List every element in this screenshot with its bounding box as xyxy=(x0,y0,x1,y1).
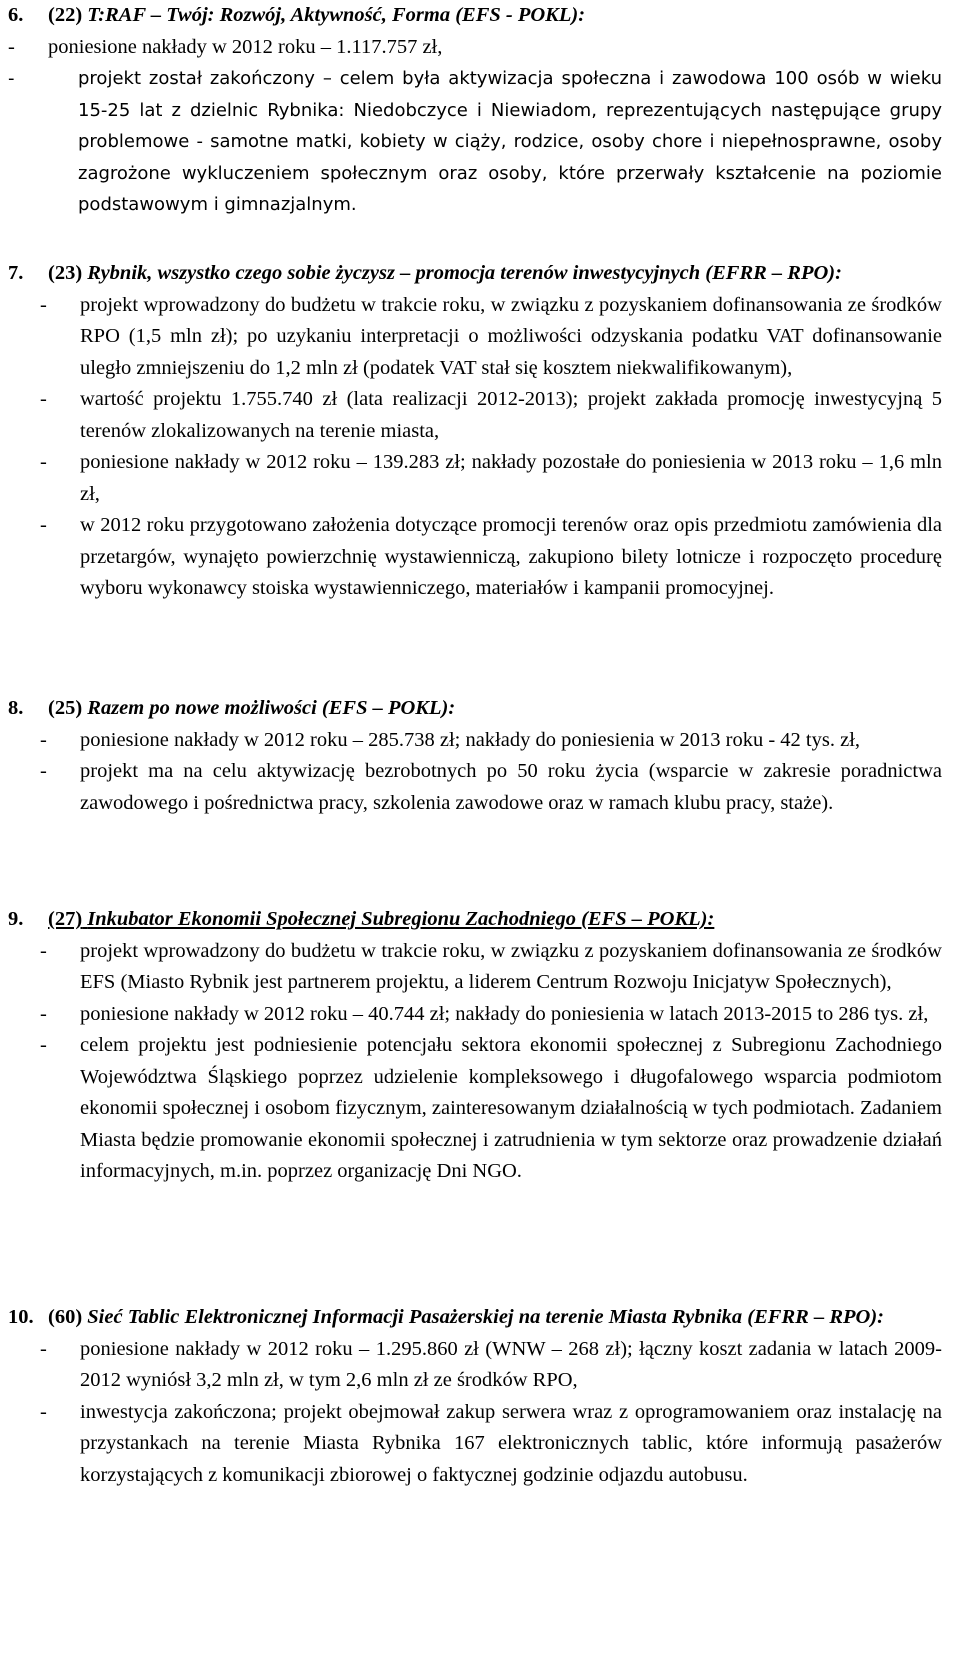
dash-marker: - xyxy=(40,1337,47,1360)
section-heading xyxy=(0,904,960,936)
list-item xyxy=(0,1334,960,1397)
section-heading xyxy=(0,1302,960,1334)
section-number: 10. xyxy=(8,1306,34,1328)
section-heading xyxy=(0,258,960,290)
section-seq: (27) xyxy=(48,908,83,930)
list-item xyxy=(0,63,960,221)
dash-marker: - xyxy=(40,939,47,962)
list-item xyxy=(0,725,960,757)
section-title: T:RAF – Twój: Rozwój, Aktywność, Forma (EFS - POKL): xyxy=(87,4,586,26)
section-seq: (60) xyxy=(48,1306,83,1328)
dash-marker: - xyxy=(40,293,47,316)
list-item xyxy=(0,1397,960,1492)
section-6 xyxy=(0,0,960,221)
section-8 xyxy=(0,693,960,819)
item-text: projekt ma na celu aktywizację bezrobotnych po 50 roku życia (wsparcie w zakresie poradnictwa zawodowego i pośrednictwa pracy, szkolenia zawodowe oraz w ramach klubu pracy, staże). xyxy=(80,760,942,814)
list-item xyxy=(0,384,960,447)
section-heading xyxy=(0,693,960,725)
section-heading xyxy=(0,0,960,32)
section-9 xyxy=(0,904,960,1188)
list-item xyxy=(0,290,960,385)
item-text: projekt został zakończony – celem była aktywizacja społeczna i zawodowa 100 osób w wieku 15-25 lat z dzielnic Rybnika: Niedobczyce i Niewiadom, reprezentujących następujące grupy problemowe - samotne matki, kobiety w ciąży, rodzice, osoby chore i niepełnosprawne, osoby zagrożone wykluczeniem społecznym oraz osoby, które przerwały kształcenie na poziomie podstawowym i gimnazjalnym. xyxy=(78,68,942,215)
list-item xyxy=(0,510,960,605)
item-text: projekt wprowadzony do budżetu w trakcie roku, w związku z pozyskaniem dofinansowania ze środków EFS (Miasto Rybnik jest partnerem projektu, a liderem Centrum Rozwoju Inicjatyw Społecznych), xyxy=(80,939,942,993)
list-item xyxy=(0,1030,960,1188)
list-item xyxy=(0,447,960,510)
dash-marker: - xyxy=(40,1002,47,1025)
section-seq: (23) xyxy=(48,262,83,284)
dash-marker: - xyxy=(40,728,47,751)
item-text: poniesione nakłady w 2012 roku – 40.744 zł; nakłady do poniesienia w latach 2013-2015 to 286 tys. zł, xyxy=(80,1002,929,1025)
item-text: wartość projektu 1.755.740 zł (lata realizacji 2012-2013); projekt zakłada promocję inwestycyjną 5 terenów zlokalizowanych na terenie miasta, xyxy=(80,388,942,442)
dash-marker: - xyxy=(8,68,15,89)
dash-marker: - xyxy=(8,35,15,58)
dash-marker: - xyxy=(40,388,47,410)
section-number: 7. xyxy=(8,262,24,284)
item-text: poniesione nakłady w 2012 roku – 285.738 zł; nakłady do poniesienia w 2013 roku - 42 tys. zł, xyxy=(80,728,861,751)
item-text: celem projektu jest podniesienie potencjału sektora ekonomii społecznej z Subregionu Zachodniego Województwa Śląskiego poprzez udzielenie kompleksowego i długofalowego wsparcia podmiotom ekonomii społecznej i osobom fizycznym, zainteresowanym działalnością w tych podmiotach. Zadaniem Miasta będzie promowanie ekonomii społecznej i zatrudnienia w tym sektorze oraz prowadzenie działań informacyjnych, m.in. poprzez organizację Dni NGO. xyxy=(80,1034,942,1182)
section-seq: (22) xyxy=(48,4,83,26)
section-number: 8. xyxy=(8,697,24,719)
item-text: inwestycja zakończona; projekt obejmował zakup serwera wraz z oprogramowaniem oraz instalację na przystankach na terenie Miasta Rybnika 167 elektronicznych tablic, które informują pasażerów korzystających z komunikacji zbiorowej o faktycznej godzinie odjazdu autobusu. xyxy=(80,1400,942,1486)
dash-marker: - xyxy=(40,451,47,473)
list-item xyxy=(0,999,960,1031)
item-text: poniesione nakłady w 2012 roku – 1.295.860 zł (WNW – 268 zł); łączny koszt zadania w latach 2009-2012 wyniósł 3,2 mln zł, w tym 2,6 mln zł ze środków RPO, xyxy=(80,1337,942,1391)
dash-marker: - xyxy=(40,514,47,536)
section-7 xyxy=(0,258,960,605)
section-title: Rybnik, wszystko czego sobie życzysz – promocja terenów inwestycyjnych (EFRR – RPO): xyxy=(87,262,842,284)
list-item xyxy=(0,936,960,999)
section-10 xyxy=(0,1302,960,1491)
section-number: 9. xyxy=(8,908,24,930)
section-title: Razem po nowe możliwości (EFS – POKL): xyxy=(87,697,456,719)
list-item xyxy=(0,756,960,819)
section-title: Sieć Tablic Elektronicznej Informacji Pasażerskiej na terenie Miasta Rybnika (EFRR – RPO): xyxy=(87,1306,884,1328)
list-item xyxy=(0,32,960,64)
section-title: Inkubator Ekonomii Społecznej Subregionu Zachodniego (EFS – POKL): xyxy=(87,908,715,930)
item-text: w 2012 roku przygotowano założenia dotyczące promocji terenów oraz opis przedmiotu zamówienia dla przetargów, wynajęto powierzchnię wystawienniczą, zakupiono bilety lotnicze i rozpoczęto procedurę wyboru wykonawcy stoiska wystawienniczego, materiałów i kampanii promocyjnej. xyxy=(80,514,942,599)
section-seq: (25) xyxy=(48,697,83,719)
section-number: 6. xyxy=(8,4,24,26)
item-text: poniesione nakłady w 2012 roku – 139.283 zł; nakłady pozostałe do poniesienia w 2013 roku – 1,6 mln zł, xyxy=(80,451,942,505)
dash-marker: - xyxy=(40,1400,47,1423)
item-text: projekt wprowadzony do budżetu w trakcie roku, w związku z pozyskaniem dofinansowania ze środków RPO (1,5 mln zł); po uzykaniu interpretacji o możliwości odzyskania podatku VAT dofinansowanie uległo zmniejszeniu do 1,2 mln zł (podatek VAT stał się kosztem niekwalifikowanym), xyxy=(80,293,942,379)
item-text: poniesione nakłady w 2012 roku – 1.117.757 zł, xyxy=(48,35,443,58)
dash-marker: - xyxy=(40,760,47,782)
dash-marker: - xyxy=(40,1034,47,1056)
